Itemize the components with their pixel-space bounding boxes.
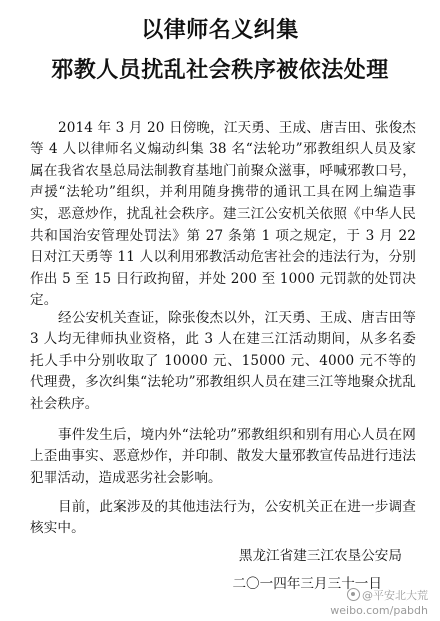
weibo-logo-icon: [347, 588, 360, 601]
watermark-handle: [347, 588, 428, 603]
paragraph-1: 2014 年 3 月 20 日傍晚，江天勇、王成、唐吉田、张俊杰等 4 人以律师名义煽动纠集 38 名“法轮功”邪教组织人员及家属在我省农垦总局法制教育基地门前聚众滋事，呼喊邪教口号，声援“法轮功”组织，并利用随身携带的通讯工具在网上编造事实，恶意炒作，扰乱社会秩序。建三江公安机关依照《中华人民共和国治安管理处罚法》第 27 条第 1 项之规定，于 3 月 22 日对江天勇等 11 人以利用邪教活动危害社会的违法行为，分别作出 5 至 15 日行政拘留，并处 200 至 1000 元罚款的处罚决定。: [30, 119, 416, 309]
document-title-line1: 以律师名义纠集: [141, 18, 299, 43]
watermark-handle-text: @平安北大荒: [362, 589, 428, 602]
document-title-line2: 邪教人员扰乱社会秩序被依法处理: [51, 58, 389, 83]
paragraph-2: 经公安机关查证，除张俊杰以外，江天勇、王成、唐吉田等 3 人均无律师执业资格，此 3 人在建三江活动期间，从多名委托人手中分别收取了 10000 元、15000 元、4000 元不等的代理费，多次纠集“法轮功”邪教组织人员在建三江等地聚众扰乱社会秩序。: [30, 309, 416, 412]
watermark-url: weibo.com/pabdh: [330, 604, 428, 617]
paragraph-3: 事件发生后，境内外“法轮功”邪教组织和别有用心人员在网上歪曲事实、恶意炒作，并印制、散发大量邪教宣传品进行违法犯罪活动，造成恶劣社会影响。: [30, 426, 416, 486]
paragraph-4: 目前，此案涉及的其他违法行为，公安机关正在进一步调查核实中。: [30, 498, 416, 537]
signature-organization: 黑龙江省建三江农垦公安局: [238, 548, 402, 564]
signature-date: 二〇一四年三月三十一日: [232, 576, 382, 592]
